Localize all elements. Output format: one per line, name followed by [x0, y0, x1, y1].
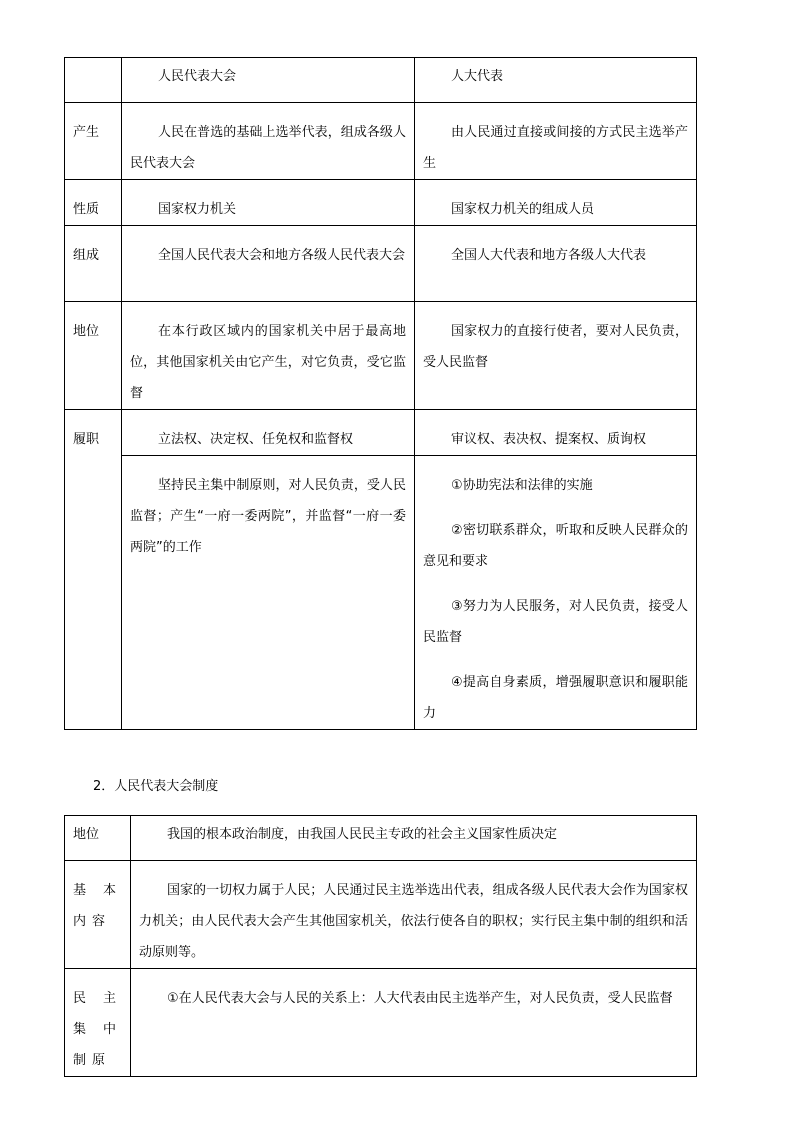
- table-row: [65, 816, 697, 861]
- row-content: 国家的一切权力属于人民；人民通过民主选举选出代表，组成各级人民代表大会作为国家权力机关；由人民代表大会产生其他国家机关，依法行使各自的职权；实行民主集中制的组织和活动原则等。: [131, 861, 697, 969]
- header-blank: [65, 58, 122, 103]
- row-deputy-cell: 由人民通过直接或间接的方式民主选举产生: [415, 103, 697, 180]
- row-npc-cell: 立法权、决定权、任免权和监督权: [122, 410, 415, 456]
- row-content: 我国的根本政治制度，由我国人民民主专政的社会主义国家性质决定: [131, 816, 697, 861]
- table-row: [65, 103, 697, 180]
- row-label: 地位: [65, 816, 131, 861]
- duty-item: ②密切联系群众，听取和反映人民群众的意见和要求: [423, 523, 688, 569]
- header-deputy: 人大代表: [415, 58, 697, 103]
- duty-item: ③努力为人民服务，对人民负责，接受人民监督: [423, 599, 688, 645]
- table-row: [65, 226, 697, 302]
- row-label: 履职: [65, 410, 122, 730]
- duty-item: ④提高自身素质，增强履职意识和履职能力: [423, 675, 688, 721]
- npc-system-table: [64, 815, 697, 1077]
- table-header-row: [65, 58, 697, 103]
- table-row: [65, 410, 697, 456]
- row-label: 基本内容: [65, 861, 131, 969]
- table-row: [65, 861, 697, 969]
- table-row: [65, 969, 697, 1077]
- table-row: [65, 456, 697, 730]
- row-label: 地位: [65, 302, 122, 410]
- row-label: 组成: [65, 226, 122, 302]
- row-label: 产生: [65, 103, 122, 180]
- row-deputy-cell: 全国人大代表和地方各级人大代表: [415, 226, 697, 302]
- row-deputy-cell: 国家权力机关的组成人员: [415, 180, 697, 226]
- row-label: 性质: [65, 180, 122, 226]
- row-deputy-cell: 国家权力的直接行使者，要对人民负责，受人民监督: [415, 302, 697, 410]
- table-row: [65, 180, 697, 226]
- row-npc-cell: 人民在普选的基础上选举代表，组成各级人民代表大会: [122, 103, 415, 180]
- duty-deputy-cell: [415, 456, 697, 730]
- row-npc-cell: 国家权力机关: [122, 180, 415, 226]
- row-npc-cell: 全国人民代表大会和地方各级人民代表大会: [122, 226, 415, 302]
- table-row: [65, 302, 697, 410]
- row-content: ①在人民代表大会与人民的关系上：人大代表由民主选举产生，对人民负责，受人民监督: [131, 969, 697, 1077]
- header-npc: 人民代表大会: [122, 58, 415, 103]
- duty-item: ①协助宪法和法律的实施: [451, 478, 593, 493]
- row-npc-cell: 在本行政区域内的国家机关中居于最高地位，其他国家机关由它产生，对它负责，受它监督: [122, 302, 415, 410]
- row-label: 民主集中制原: [65, 969, 131, 1077]
- section-heading: 2．人民代表大会制度: [93, 779, 219, 794]
- row-deputy-cell: 审议权、表决权、提案权、质询权: [415, 410, 697, 456]
- comparison-table: [64, 57, 697, 730]
- duty-npc-cell: 坚持民主集中制原则，对人民负责，受人民监督；产生“一府一委两院”，并监督“一府一委两院”的工作: [122, 456, 415, 730]
